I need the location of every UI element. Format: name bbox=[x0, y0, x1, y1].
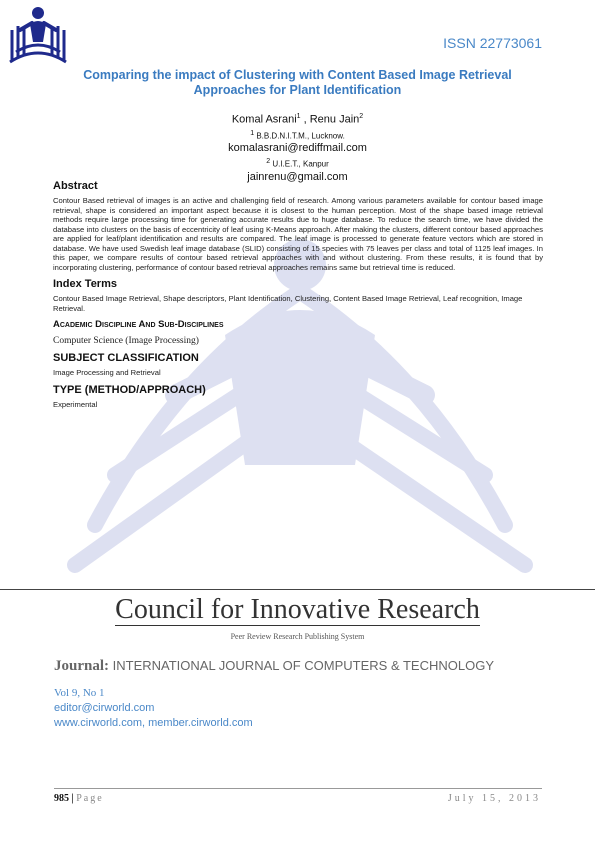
index-terms-heading: Index Terms bbox=[53, 278, 117, 290]
website-links[interactable]: www.cirworld.com, member.cirworld.com bbox=[54, 717, 253, 729]
author-1-sup: 1 bbox=[296, 113, 301, 120]
discipline-heading: Academic Discipline And Sub-Disciplines bbox=[53, 319, 224, 330]
author-separator: , bbox=[300, 113, 310, 126]
paper-title bbox=[40, 68, 555, 98]
abstract-text: Contour Based retrieval of images is an active and challenging field of research. Among various parameters available for contour based image retrieval, shape is considered an important aspect because it is closest to the human perception. Most of the shape based image retrieval methods require large processing time for generating accurate results due to huge database. To reduce the search time, we have divided the database into clusters on the basis of eccentricity of leaf using K-Means approach. After making the clusters, different contour based approaches are applied for leaf/plant identification and results are compared. The leaf image is processed to generate feature vectors which are stored in database. We have used Swedish leaf image database (SLID) consisting of 15 species with 75 leaves per class and total of 1125 leaf images. In this paper, we compare results of contour based retrieval approaches with and without clustering. From these results, it is found that by incorporating clustering, performance of contour based retrieval approaches remains same but retrieval time is reduced. bbox=[53, 196, 543, 272]
page-number-value: 985 bbox=[54, 793, 69, 804]
type-heading: TYPE (METHOD/APPROACH) bbox=[53, 383, 206, 396]
page-label: Page bbox=[76, 793, 104, 804]
affiliation-2-text: U.I.E.T., Kanpur bbox=[270, 159, 329, 169]
journal-logo bbox=[6, 4, 70, 64]
publication-date: July 15, 2013 bbox=[447, 793, 541, 804]
abstract-heading: Abstract bbox=[53, 180, 98, 192]
journal-label: Journal: bbox=[54, 658, 110, 674]
author-2-sup: 2 bbox=[359, 113, 364, 120]
council-title bbox=[0, 594, 595, 626]
page-separator: | bbox=[69, 793, 77, 804]
author-2: Renu Jain bbox=[309, 113, 360, 126]
affiliation-1 bbox=[0, 127, 595, 143]
page-number bbox=[54, 793, 104, 804]
section-divider bbox=[0, 589, 595, 590]
volume-info: Vol 9, No 1 bbox=[54, 687, 105, 699]
affiliation-1-sup: 1 bbox=[250, 129, 255, 137]
affiliation-2-sup: 2 bbox=[266, 158, 271, 166]
author-block bbox=[0, 110, 595, 184]
author-1: Komal Asrani bbox=[231, 113, 297, 126]
author-1-email[interactable]: komalasrani@rediffmail.com bbox=[228, 142, 367, 155]
paper-body bbox=[53, 180, 543, 415]
issn-number: ISSN 22773061 bbox=[443, 35, 542, 51]
journal-name: INTERNATIONAL JOURNAL OF COMPUTERS & TECHNOLOGY bbox=[109, 658, 495, 673]
title-line-2: Approaches for Plant Identification bbox=[193, 83, 402, 97]
council-title-text: Council for Innovative Research bbox=[115, 594, 480, 625]
affiliation-2 bbox=[0, 155, 595, 171]
author-names bbox=[0, 110, 595, 127]
index-terms-text: Contour Based Image Retrieval, Shape descriptors, Plant Identification, Clustering, Content Based Image Retrieval, Leaf recognition, Image Retrieval. bbox=[53, 294, 523, 313]
type-text: Experimental bbox=[53, 399, 98, 409]
editor-email[interactable]: editor@cirworld.com bbox=[54, 702, 155, 714]
peer-review-tagline: Peer Review Research Publishing System bbox=[230, 632, 365, 641]
affiliation-1-text: B.B.D.N.I.T.M., Lucknow. bbox=[254, 131, 345, 141]
subject-classification-text: Image Processing and Retrieval bbox=[53, 368, 161, 377]
footer-rule bbox=[54, 788, 542, 789]
title-line-1: Comparing the impact of Clustering with Content Based Image Retrieval bbox=[83, 68, 512, 82]
discipline-text: Computer Science (Image Processing) bbox=[53, 336, 199, 346]
author-2-email[interactable]: jainrenu@gmail.com bbox=[247, 170, 348, 183]
subject-classification-heading: SUBJECT CLASSIFICATION bbox=[53, 352, 199, 364]
journal-line bbox=[54, 658, 494, 675]
